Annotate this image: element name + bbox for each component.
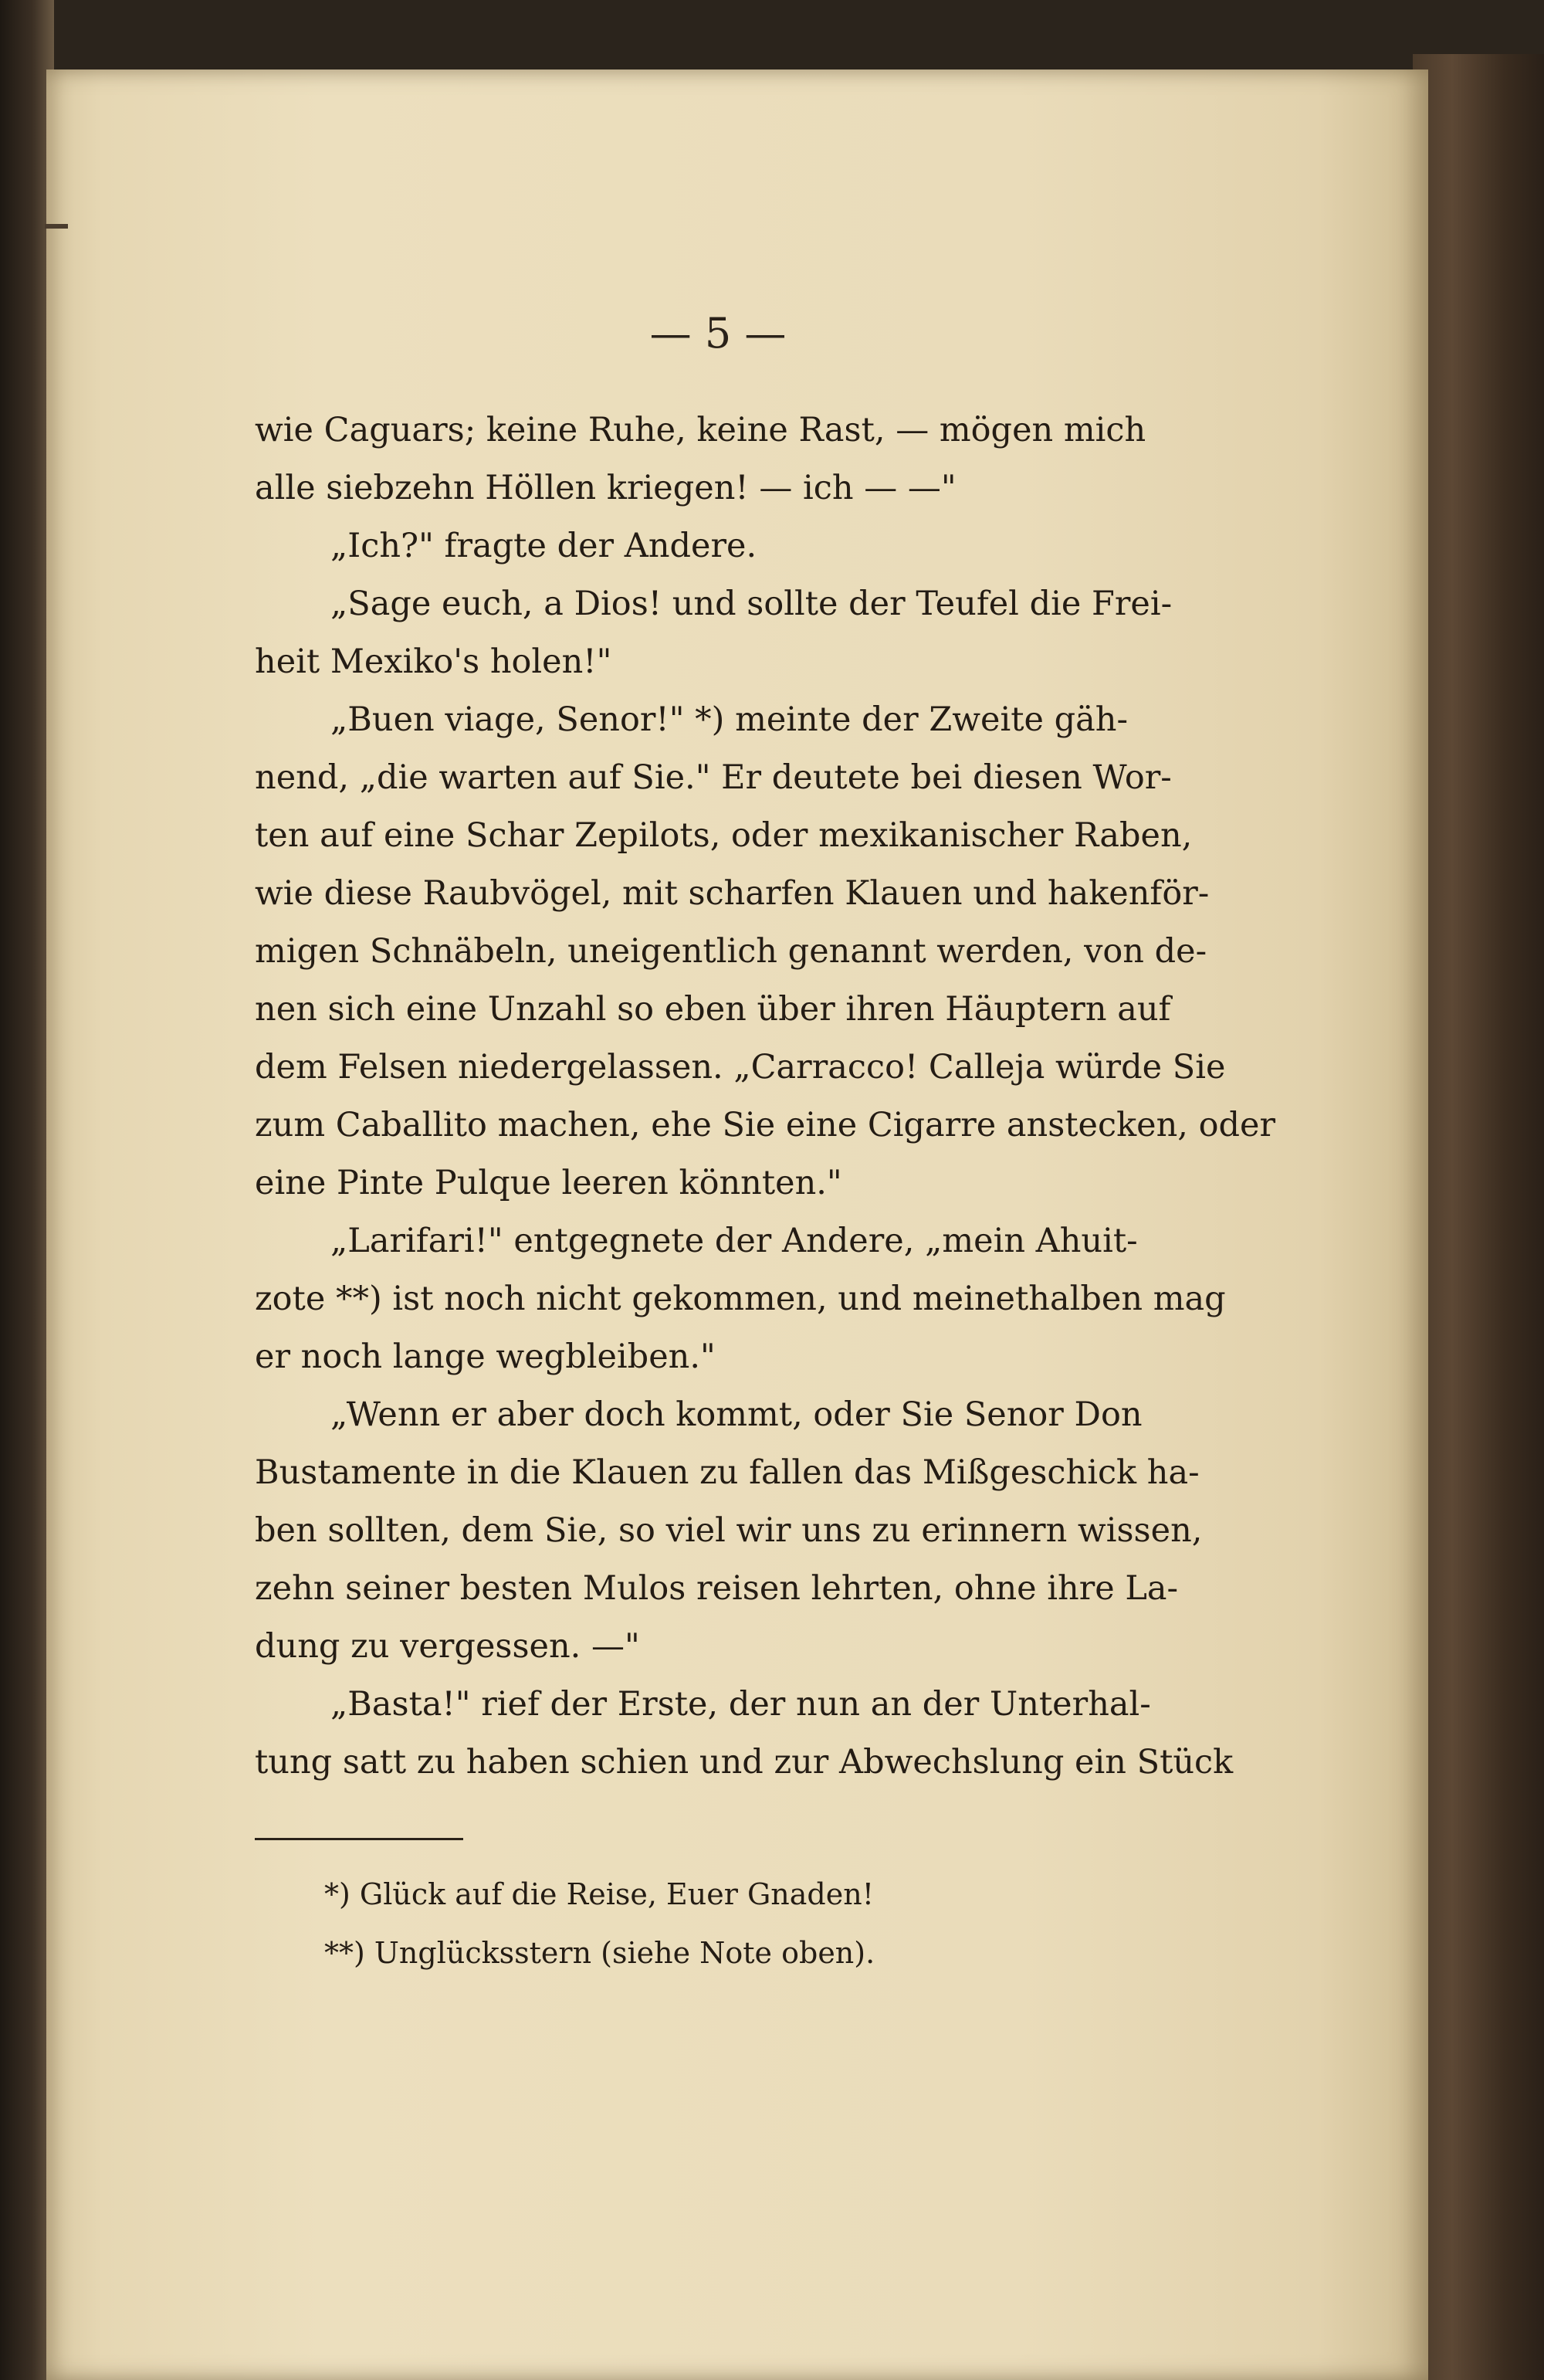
text-line: dung zu vergessen. —" <box>255 1627 640 1666</box>
text-line: „Ich?" fragte der Andere. <box>330 527 757 565</box>
text-line: migen Schnäbeln, uneigentlich genannt werden, von de- <box>255 932 1207 971</box>
text-line: zote **) ist noch nicht gekommen, und meinethalben mag <box>255 1280 1226 1318</box>
footnote: *) Glück auf die Reise, Euer Gnaden! <box>324 1877 874 1911</box>
text-line: dem Felsen niedergelassen. „Carracco! Calleja würde Sie <box>255 1048 1226 1087</box>
text-line: alle siebzehn Höllen kriegen! — ich — —" <box>255 469 957 507</box>
text-line: wie diese Raubvögel, mit scharfen Klauen und hakenför- <box>255 874 1210 913</box>
text-line: nend, „die warten auf Sie." Er deutete bei diesen Wor- <box>255 758 1172 797</box>
text-line: er noch lange wegbleiben." <box>255 1337 716 1376</box>
page-number: — 5 — <box>649 309 787 358</box>
text-line: ten auf eine Schar Zepilots, oder mexikanischer Raben, <box>255 816 1193 855</box>
text-line: „Basta!" rief der Erste, der nun an der Unterhal- <box>330 1685 1151 1724</box>
text-line: eine Pinte Pulque leeren könnten." <box>255 1164 842 1202</box>
spine-mark <box>45 224 68 229</box>
body-text <box>255 402 1276 1792</box>
footnote: **) Unglücksstern (siehe Note oben). <box>324 1936 875 1970</box>
text-line: ben sollten, dem Sie, so viel wir uns zu erinnern wissen, <box>255 1511 1203 1550</box>
footnote-divider <box>255 1838 463 1840</box>
text-line: nen sich eine Unzahl so eben über ihren Häuptern auf <box>255 990 1171 1029</box>
text-line: zehn seiner besten Mulos reisen lehrten, ohne ihre La- <box>255 1569 1179 1608</box>
text-line: „Wenn er aber doch kommt, oder Sie Senor Don <box>330 1395 1143 1434</box>
text-line: „Sage euch, a Dios! und sollte der Teufel die Frei- <box>330 585 1173 623</box>
text-line: tung satt zu haben schien und zur Abwechslung ein Stück <box>255 1743 1234 1782</box>
book-cover-right <box>1413 54 1544 2380</box>
text-line: „Buen viage, Senor!" *) meinte der Zweite gäh- <box>330 700 1129 739</box>
text-line: wie Caguars; keine Ruhe, keine Rast, — mögen mich <box>255 411 1146 449</box>
text-line: zum Caballito machen, ehe Sie eine Cigarre anstecken, oder <box>255 1106 1276 1144</box>
text-line: Bustamente in die Klauen zu fallen das Mißgeschick ha- <box>255 1453 1200 1492</box>
text-line: heit Mexiko's holen!" <box>255 642 612 681</box>
text-line: „Larifari!" entgegnete der Andere, „mein Ahuit- <box>330 1222 1138 1260</box>
footnotes <box>324 1865 1173 1982</box>
